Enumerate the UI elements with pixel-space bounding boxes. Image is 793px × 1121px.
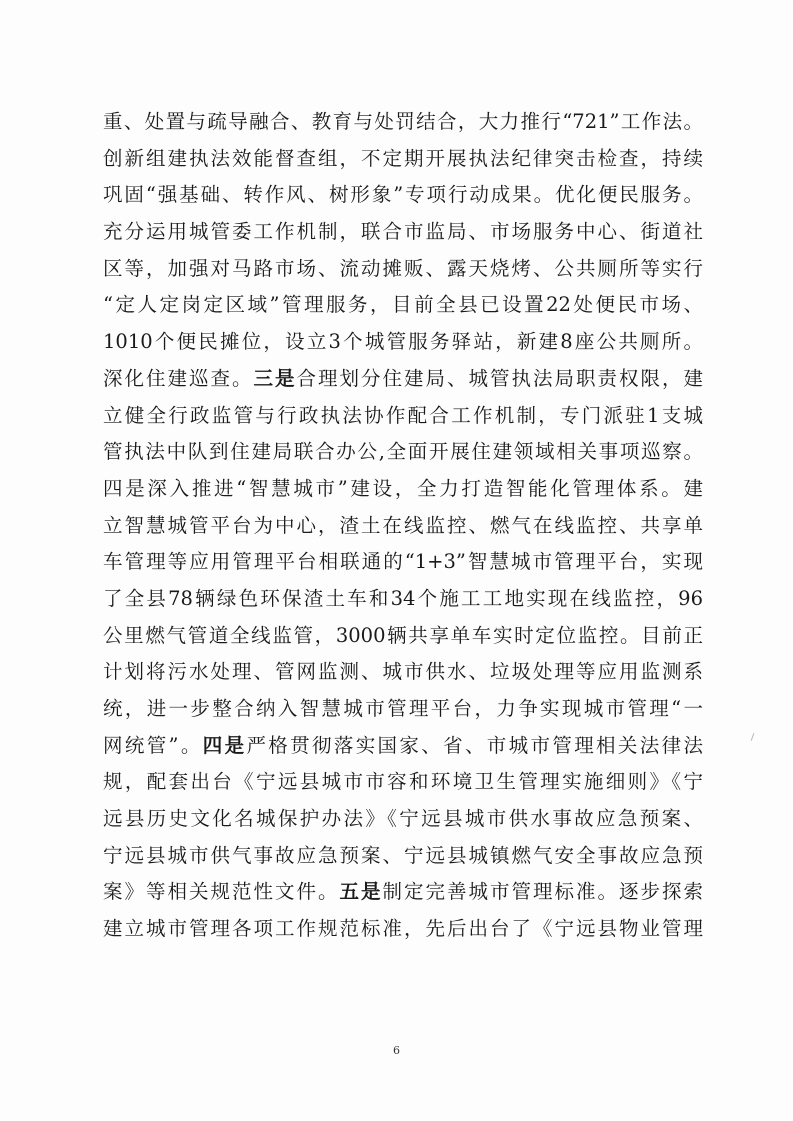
emphasis-text: 五是 bbox=[339, 880, 383, 904]
text-line bbox=[103, 911, 703, 948]
text-line bbox=[103, 324, 703, 361]
text-line bbox=[103, 544, 703, 581]
emphasis-text: 四是 bbox=[202, 733, 247, 757]
text-line bbox=[103, 361, 703, 398]
text-line bbox=[103, 618, 703, 655]
text-line bbox=[103, 581, 703, 618]
text-segment: 管执法中队到住建局联合办公,全面开展住建领域相关事项巡察。 bbox=[103, 440, 703, 464]
text-line bbox=[103, 508, 703, 545]
text-segment: 制定完善城市管理标准。逐步探索 bbox=[382, 880, 703, 904]
text-segment: “定人定岗定区域”管理服务，目前全县已设置22处便民市场、 bbox=[103, 293, 703, 317]
text-segment: 统，进一步整合纳入智慧城市管理平台，力争实现城市管理“一 bbox=[103, 697, 703, 720]
page-number: 6 bbox=[393, 1044, 400, 1057]
text-segment: 充分运用城管委工作机制，联合市监局、市场服务中心、街道社 bbox=[103, 220, 703, 244]
text-segment: 远县历史文化名城保护办法》《宁远县城市供水事故应急预案、 bbox=[103, 807, 703, 831]
text-segment: 合理划分住建局、城管执法局职责权限，建 bbox=[296, 366, 703, 390]
text-segment: 公里燃气管道全线监管，3000辆共享单车实时定位监控。目前正 bbox=[103, 623, 703, 647]
text-line bbox=[103, 728, 703, 765]
text-segment: 车管理等应用管理平台相联通的“1+3”智慧城市管理平台，实现 bbox=[103, 550, 703, 574]
text-segment: 四是深入推进“智慧城市”建设，全力打造智能化管理体系。建 bbox=[103, 476, 703, 500]
text-segment: 计划将污水处理、管网监测、城市供水、垃圾处理等应用监测系 bbox=[103, 660, 703, 684]
text-line bbox=[103, 104, 703, 141]
text-line bbox=[103, 838, 703, 875]
text-segment: 严格贯彻落实国家、省、市城市管理相关法律法 bbox=[246, 733, 703, 757]
text-line bbox=[103, 141, 703, 178]
body-text bbox=[103, 104, 703, 948]
text-line bbox=[103, 177, 703, 214]
text-line bbox=[103, 214, 703, 251]
text-segment: 创新组建执法效能督查组，不定期开展执法纪律突击检查，持续 bbox=[103, 146, 703, 170]
text-line bbox=[103, 764, 703, 801]
text-segment: 巩固“强基础、转作风、树形象”专项行动成果。优化便民服务。 bbox=[103, 183, 703, 207]
text-segment: 案》等相关规范性文件。 bbox=[103, 880, 340, 904]
text-line bbox=[103, 287, 703, 324]
text-line bbox=[103, 251, 703, 288]
margin-pen-mark bbox=[751, 733, 755, 741]
text-line bbox=[103, 801, 703, 838]
text-segment: 重、处置与疏导融合、教育与处罚结合，大力推行“721”工作法。 bbox=[103, 110, 703, 133]
emphasis-text: 三是 bbox=[253, 366, 297, 390]
text-line bbox=[103, 398, 703, 435]
text-line bbox=[103, 471, 703, 508]
text-line bbox=[103, 434, 703, 471]
text-segment: 区等，加强对马路市场、流动摊贩、露天烧烤、公共厕所等实行 bbox=[103, 256, 703, 280]
text-segment: 立智慧城管平台为中心，渣土在线监控、燃气在线监控、共享单 bbox=[103, 513, 703, 537]
text-segment: 深化住建巡查。 bbox=[103, 366, 254, 390]
text-segment: 网统管”。 bbox=[103, 733, 203, 757]
text-segment: 了全县78辆绿色环保渣土车和34个施工工地实现在线监控，96 bbox=[103, 586, 703, 610]
text-line bbox=[103, 654, 703, 691]
text-segment: 1010个便民摊位，设立3个城管服务驿站，新建8座公共厕所。 bbox=[103, 330, 703, 354]
text-segment: 宁远县城市供气事故应急预案、宁远县城镇燃气安全事故应急预 bbox=[103, 843, 703, 867]
text-segment: 立健全行政监管与行政执法协作配合工作机制，专门派驻1支城 bbox=[103, 403, 703, 427]
text-segment: 建立城市管理各项工作规范标准，先后出台了《宁远县物业管理 bbox=[103, 917, 703, 941]
text-segment: 规，配套出台《宁远县城市市容和环境卫生管理实施细则》《宁 bbox=[103, 770, 703, 794]
text-line bbox=[103, 874, 703, 911]
text-line bbox=[103, 691, 703, 728]
